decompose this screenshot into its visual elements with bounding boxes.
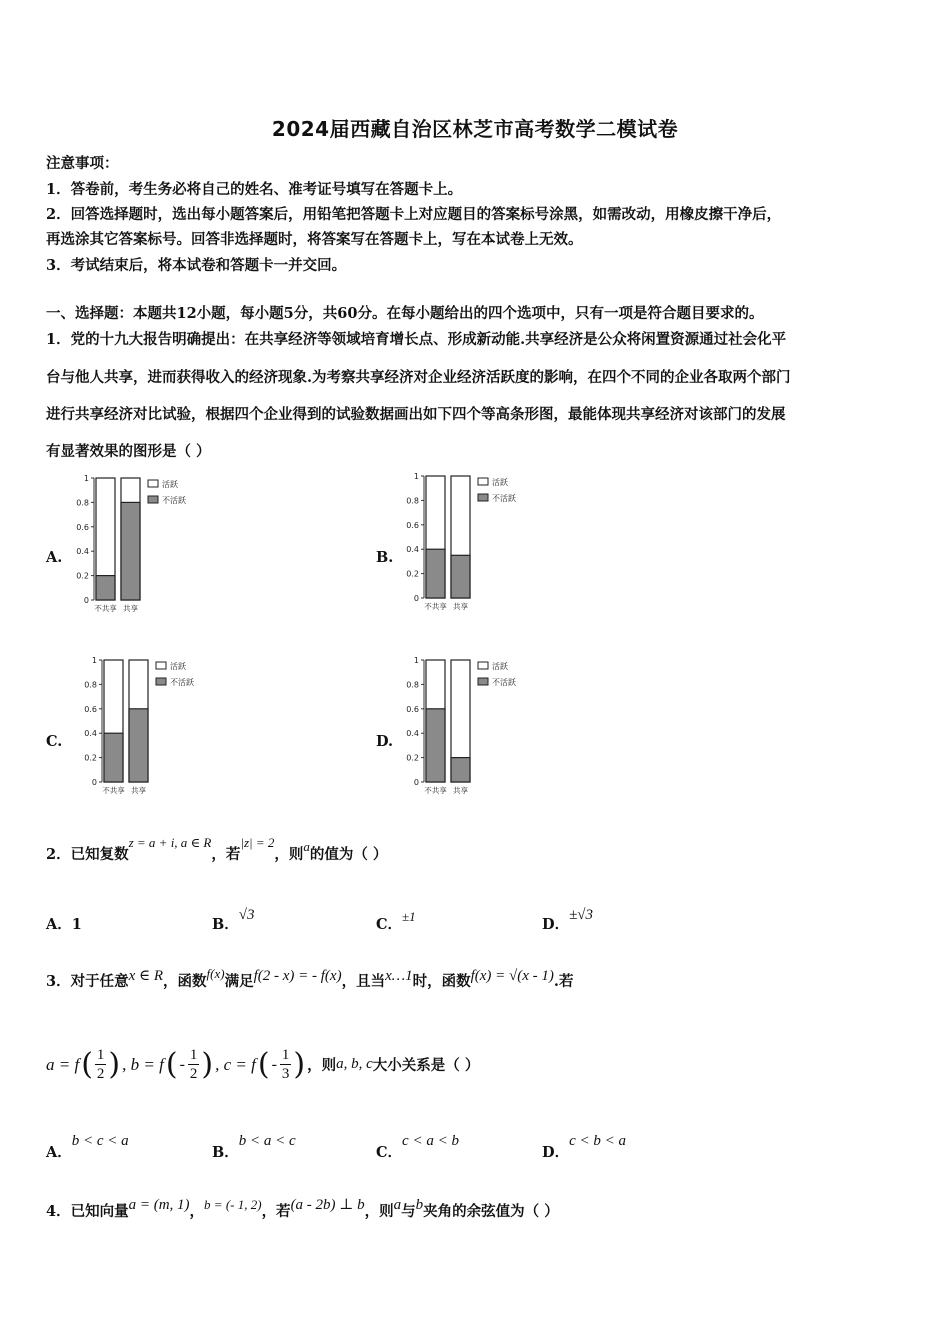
- q3-text: 时，函数: [412, 973, 471, 990]
- y-tick-label: 0.8: [406, 496, 419, 506]
- q3-text: 大小关系是（ ）: [372, 1057, 480, 1074]
- q3-expr: a, b, c: [336, 1056, 373, 1072]
- q4-text: 与: [401, 1203, 416, 1220]
- q2-expr: z = a + i, a ∈ R: [128, 835, 212, 850]
- q3-line2: [46, 1046, 479, 1083]
- q3-expr: f(x) = √(x - 1): [470, 968, 554, 984]
- q3-expr: f(x): [206, 966, 225, 981]
- x-tick-label: 不共享: [424, 602, 447, 611]
- q2-option-c: [376, 909, 416, 934]
- y-tick-label: 1: [413, 656, 419, 665]
- option-value: √3: [238, 907, 255, 923]
- q1-line: 进行共享经济对比试验，根据四个企业得到的试验数据画出如下四个等高条形图，最能体现共享经济对该部门的发展: [46, 406, 786, 423]
- q4-expr: (a - 2b) ⊥ b: [290, 1197, 365, 1213]
- y-tick-label: 1: [83, 474, 89, 483]
- option-value: b < a < c: [238, 1133, 296, 1149]
- page-title: 2024届西藏自治区林芝市高考数学二模试卷: [271, 117, 679, 141]
- chart-a: [72, 470, 222, 622]
- legend-label: 活跃: [170, 662, 186, 671]
- q2-text: ，则: [274, 846, 304, 863]
- q4-stem: [46, 1197, 559, 1221]
- q3-option-d: [542, 1133, 626, 1162]
- paren: (: [81, 1047, 93, 1082]
- paren: ): [293, 1047, 306, 1082]
- q3-option-c: [376, 1133, 459, 1162]
- option-label: B．: [212, 1144, 239, 1161]
- legend-label: 不活跃: [162, 496, 186, 505]
- fraction: $\frac{1}{2}$: [189, 1047, 198, 1082]
- q3-expr: f(2 - x) = - f(x): [253, 968, 342, 984]
- option-label-a: A.: [46, 549, 63, 566]
- legend-label: 不活跃: [170, 678, 194, 687]
- q3-text: 3．对于任意: [46, 973, 129, 990]
- bar-segment-inactive: [121, 502, 140, 600]
- legend-swatch: [148, 480, 158, 487]
- y-tick-label: 0.6: [406, 704, 419, 714]
- q2-var: a: [303, 839, 310, 854]
- legend-label: 活跃: [492, 478, 508, 487]
- q2-option-b: [212, 907, 255, 934]
- legend-label: 活跃: [162, 480, 178, 489]
- chart-c: [80, 652, 230, 804]
- option-value: c < a < b: [402, 1133, 459, 1149]
- y-tick-label: 0: [91, 778, 97, 787]
- chart-d: [402, 652, 552, 804]
- q3-text: ，函数: [163, 973, 207, 990]
- option-label-d: D.: [376, 733, 394, 750]
- option-value: c < b < a: [569, 1133, 626, 1149]
- q3-text: .若: [553, 973, 574, 990]
- y-tick-label: 0: [413, 594, 419, 603]
- option-label: D．: [542, 1144, 570, 1161]
- q3-text: 满足: [224, 973, 254, 990]
- q2-option-d: [542, 907, 594, 934]
- q2-text: ，若: [211, 846, 241, 863]
- q1-line: 台与他人共享，进而获得收入的经济现象.为考察共享经济对企业经济活跃度的影响，在四个不同的企业各取两个部门: [46, 369, 791, 386]
- y-tick-label: 0.6: [76, 522, 89, 532]
- q3-expr: x ∈ R: [128, 968, 164, 984]
- q4-text: 夹角的余弦值为（ ）: [423, 1203, 559, 1220]
- bar-segment-inactive: [426, 549, 445, 598]
- legend-swatch: [478, 494, 488, 501]
- y-tick-label: 0.2: [76, 571, 89, 581]
- notice-heading: 注意事项：: [46, 155, 119, 172]
- q3-expr: x…1: [385, 968, 413, 984]
- q3-expr: a = f: [46, 1054, 80, 1074]
- q2-stem: [46, 835, 388, 864]
- legend-label: 不活跃: [492, 678, 516, 687]
- q4-text: 4．已知向量: [46, 1203, 129, 1220]
- y-tick-label: 0.6: [406, 520, 419, 530]
- x-tick-label: 共享: [123, 604, 138, 613]
- legend-label: 不活跃: [492, 494, 516, 503]
- legend-swatch: [478, 678, 488, 685]
- q4-text: ，: [189, 1203, 205, 1220]
- q4-var: b: [415, 1197, 424, 1213]
- legend-swatch: [478, 662, 488, 669]
- q4-text: ，则: [364, 1203, 394, 1220]
- notice-item: 3．考试结束后，将本试卷和答题卡一并交回。: [46, 257, 347, 274]
- y-tick-label: 1: [413, 472, 419, 481]
- option-value: b < c < a: [71, 1133, 129, 1149]
- paren: ): [108, 1047, 121, 1082]
- x-tick-label: 共享: [453, 602, 468, 611]
- option-label: D．: [542, 916, 570, 933]
- y-tick-label: 0: [413, 778, 419, 787]
- y-tick-label: 0.8: [406, 680, 419, 690]
- q3-stem: [46, 966, 574, 991]
- paren: (: [165, 1047, 178, 1082]
- y-tick-label: 0.2: [406, 753, 419, 763]
- legend-swatch: [156, 678, 166, 685]
- y-tick-label: 0.4: [76, 547, 89, 557]
- legend-swatch: [156, 662, 166, 669]
- q3-expr: , c = f: [215, 1054, 256, 1074]
- notice-item: 1．答卷前，考生务必将自己的姓名、准考证号填写在答题卡上。: [46, 181, 463, 198]
- option-label: A．: [46, 916, 72, 933]
- option-label: B．: [212, 916, 239, 933]
- x-tick-label: 不共享: [102, 786, 125, 795]
- x-tick-label: 不共享: [424, 786, 447, 795]
- x-tick-label: 不共享: [94, 604, 117, 613]
- bar-segment-inactive: [129, 709, 148, 782]
- q3-text: ，则: [307, 1057, 337, 1074]
- q4-var: a: [393, 1197, 402, 1213]
- option-label-c: C.: [46, 733, 63, 750]
- q4-expr: a = (m, 1): [128, 1197, 190, 1213]
- y-tick-label: 0.8: [84, 680, 97, 690]
- bar-segment-inactive: [451, 555, 470, 598]
- q2-option-a: [46, 913, 82, 934]
- legend-label: 活跃: [492, 662, 508, 671]
- q3-expr: , b = f: [122, 1054, 164, 1074]
- q4-text: ，若: [261, 1203, 291, 1220]
- y-tick-label: 0.2: [406, 569, 419, 579]
- minus-sign: -: [271, 1055, 277, 1073]
- paren: (: [257, 1047, 270, 1082]
- option-value: ±1: [402, 909, 416, 924]
- bar-segment-inactive: [426, 709, 445, 782]
- paren: ): [201, 1047, 214, 1082]
- bar-segment-inactive: [451, 758, 470, 782]
- y-tick-label: 0.8: [76, 498, 89, 508]
- y-tick-label: 0.6: [84, 704, 97, 714]
- q4-expr: b = (- 1, 2): [204, 1197, 262, 1212]
- x-tick-label: 共享: [453, 786, 468, 795]
- y-tick-label: 0: [83, 596, 89, 605]
- notice-item: 2．回答选择题时，选出每小题答案后，用铅笔把答题卡上对应题目的答案标号涂黑，如需改动，用橡皮擦干净后，: [46, 206, 782, 223]
- notice-item: 再选涂其它答案标号。回答非选择题时，将答案写在答题卡上，写在本试卷上无效。: [46, 231, 583, 248]
- option-label: C．: [376, 1144, 403, 1161]
- section-heading: 一、选择题：本题共12小题，每小题5分，共60分。在每小题给出的四个选项中，只有一项是符合题目要求的。: [46, 305, 764, 322]
- q2-text: 的值为（ ）: [309, 846, 388, 863]
- option-value: 1: [71, 916, 82, 933]
- q2-text: 2．已知复数: [46, 846, 129, 863]
- chart-b: [402, 468, 552, 620]
- y-tick-label: 0.4: [84, 729, 97, 739]
- q3-option-a: [46, 1133, 129, 1162]
- q1-line: 有显著效果的图形是（ ）: [46, 443, 211, 460]
- bar-segment-inactive: [104, 733, 123, 782]
- q1-line: 1．党的十九大报告明确提出：在共享经济等领域培育增长点、形成新动能.共享经济是公众将闲置资源通过社会化平: [46, 331, 787, 348]
- y-tick-label: 0.4: [406, 545, 419, 555]
- legend-swatch: [478, 478, 488, 485]
- option-label: A．: [46, 1144, 72, 1161]
- fraction: $\frac{1}{3}$: [281, 1047, 290, 1082]
- option-value: ±√3: [569, 907, 594, 923]
- option-label: C．: [376, 916, 403, 933]
- legend-swatch: [148, 496, 158, 503]
- y-tick-label: 0.2: [84, 753, 97, 763]
- q2-expr: |z| = 2: [240, 835, 275, 850]
- y-tick-label: 1: [91, 656, 97, 665]
- y-tick-label: 0.4: [406, 729, 419, 739]
- q3-text: ，且当: [341, 973, 386, 990]
- fraction: $\frac{1}{2}$: [96, 1047, 105, 1082]
- x-tick-label: 共享: [131, 786, 146, 795]
- minus-sign: -: [179, 1055, 185, 1073]
- q3-option-b: [212, 1133, 296, 1162]
- bar-segment-inactive: [96, 576, 115, 600]
- option-label-b: B.: [376, 549, 394, 566]
